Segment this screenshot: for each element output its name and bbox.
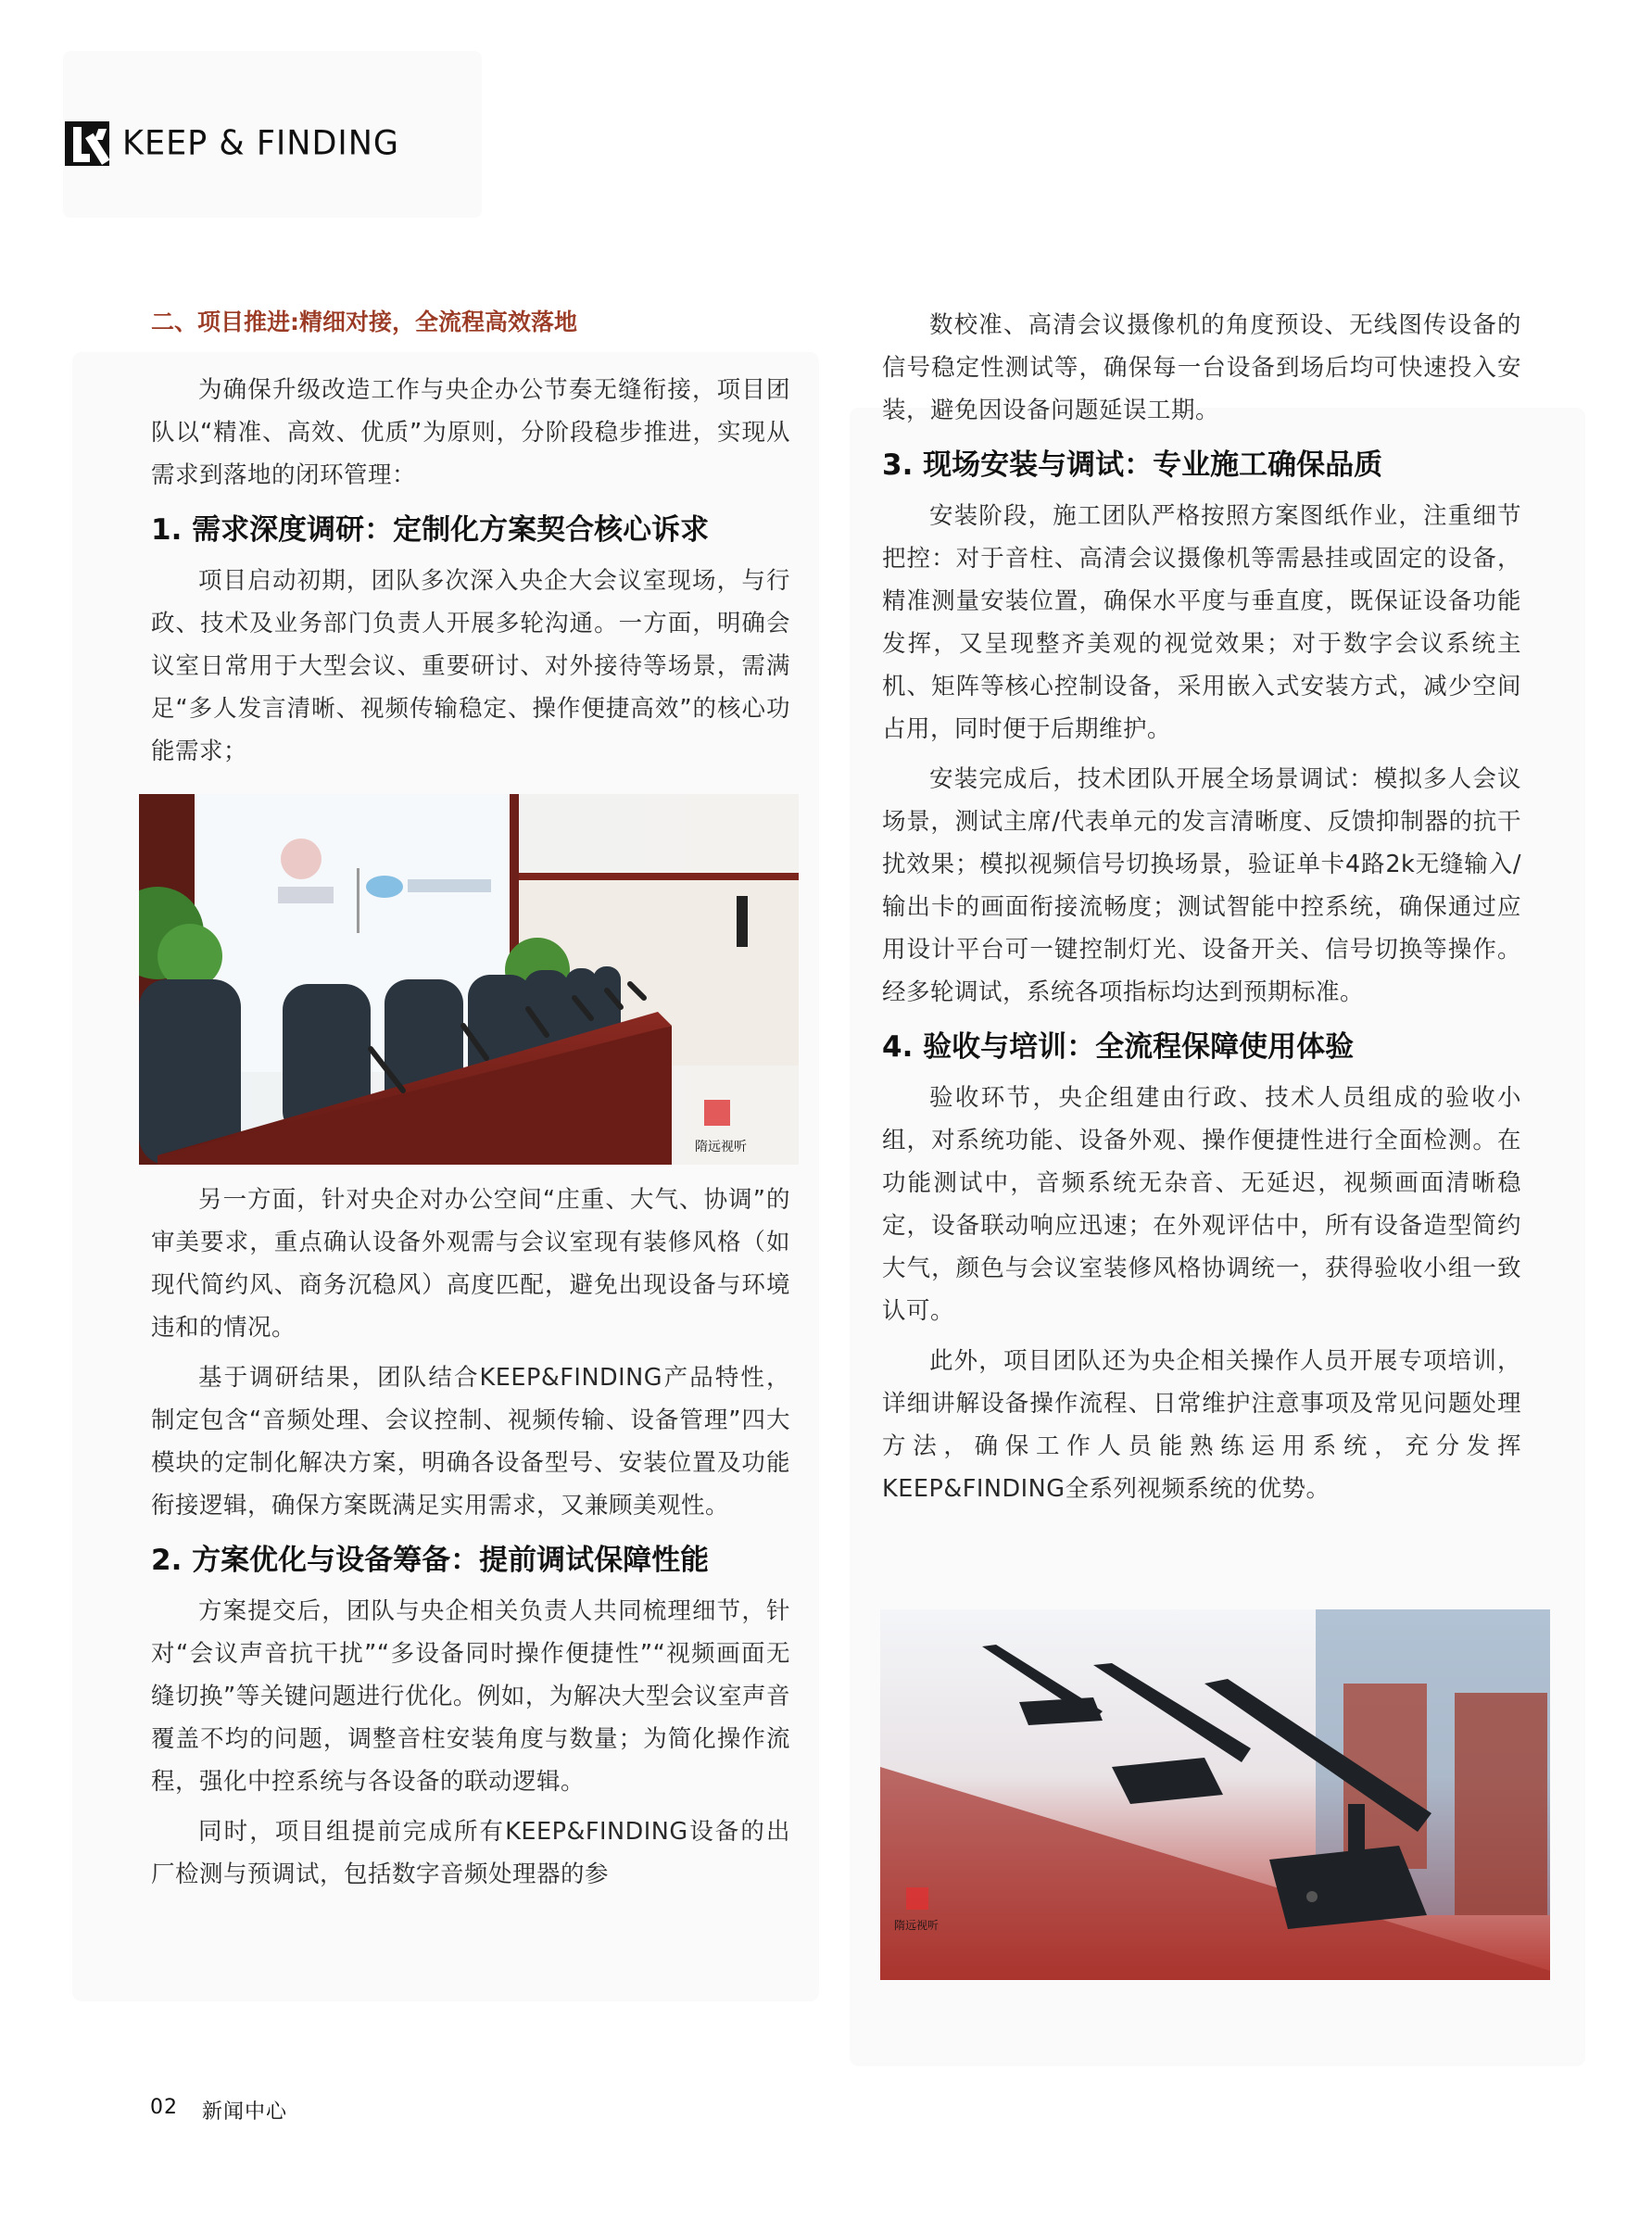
- step3-title: 3. 现场安装与调试：专业施工确保品质: [882, 448, 1383, 482]
- brand-name: KEEP & FINDING: [122, 124, 400, 163]
- conference-room-illustration: [139, 794, 799, 1165]
- step2-paragraph-2: 同时，项目组提前完成所有KEEP&FINDING设备的出厂检测与预调试，包括数字音频处理器的参: [151, 1818, 790, 1888]
- microphone-photo: [880, 1609, 1550, 1980]
- right-column: [882, 304, 1521, 1518]
- step1-paragraph-3: 基于调研结果，团队结合KEEP&FINDING产品特性，制定包含“音频处理、会议控制、视频传输、设备管理”四大模块的定制化解决方案，明确各设备型号、安装位置及功能衔接逻辑，确保方案既满足实用需求，又兼顾美观性。: [151, 1364, 790, 1520]
- step1-paragraph-2: 另一方面，针对央企对办公空间“庄重、大气、协调”的审美要求，重点确认设备外观需与会议室现有装修风格（如现代简约风、商务沉稳风）高度匹配，避免出现设备与环境违和的情况。: [151, 1186, 790, 1342]
- step3-paragraph-1: 安装阶段，施工团队严格按照方案图纸作业，注重细节把控：对于音柱、高清会议摄像机等需悬挂或固定的设备，精准测量安装位置，确保水平度与垂直度，既保证设备功能发挥，又呈现整齐美观的视觉效果；对于数字会议系统主机、矩阵等核心控制设备，采用嵌入式安装方式，减少空间占用，同时便于后期维护。: [882, 502, 1521, 743]
- step4-title: 4. 验收与培训：全流程保障使用体验: [882, 1030, 1355, 1064]
- page-footer: [150, 2096, 287, 2125]
- intro-paragraph: 为确保升级改造工作与央企办公节奏无缝衔接，项目团队以“精准、高效、优质”为原则，分阶段稳步推进，实现从需求到落地的闭环管理：: [151, 376, 790, 489]
- step3-paragraph-2: 安装完成后，技术团队开展全场景调试：模拟多人会议场景，测试主席/代表单元的发言清晰度、反馈抑制器的抗干扰效果；模拟视频信号切换场景，验证单卡4路2k无缝输入/输出卡的画面衔接流畅度；测试智能中控系统，确保通过应用设计平台可一键控制灯光、设备开关、信号切换等操作。经多轮调试，系统各项指标均达到预期标准。: [882, 765, 1521, 1006]
- step1-title: 1. 需求深度调研：定制化方案契合核心诉求: [151, 513, 710, 547]
- step2-title: 2. 方案优化与设备筹备：提前调试保障性能: [151, 1544, 710, 1577]
- conference-room-photo: [139, 794, 799, 1165]
- svg-text:隋远视听: 隋远视听: [894, 1919, 939, 1932]
- footer-section-name: 新闻中心: [202, 2100, 288, 2124]
- section-title: 二、项目推进:精细对接，全流程高效落地: [151, 309, 577, 335]
- brand-logo: [65, 121, 399, 166]
- page-number: 02: [150, 2096, 178, 2119]
- step4-paragraph-1: 验收环节，央企组建由行政、技术人员组成的验收小组，对系统功能、设备外观、操作便捷性进行全面检测。在功能测试中，音频系统无杂音、无延迟，视频画面清晰稳定，设备联动响应迅速；在外观评估中，所有设备造型简约大气，颜色与会议室装修风格协调统一，获得验收小组一致认可。: [882, 1084, 1521, 1325]
- kf-logo-icon: [65, 121, 109, 166]
- step2-paragraph-1: 方案提交后，团队与央企相关负责人共同梳理细节，针对“会议声音抗干扰”“多设备同时操作便捷性”“视频画面无缝切换”等关键问题进行优化。例如，为解决大型会议室声音覆盖不均的问题，调整音柱安装角度与数量；为简化操作流程，强化中控系统与各设备的联动逻辑。: [151, 1597, 790, 1796]
- step1-paragraph-1: 项目启动初期，团队多次深入央企大会议室现场，与行政、技术及业务部门负责人开展多轮沟通。一方面，明确会议室日常用于大型会议、重要研讨、对外接待等场景，需满足“多人发言清晰、视频传输稳定、操作便捷高效”的核心功能需求；: [151, 567, 790, 765]
- svg-text:隋远视听: 隋远视听: [695, 1140, 747, 1154]
- microphone-illustration: [880, 1609, 1550, 1980]
- step4-paragraph-2: 此外，项目团队还为央企相关操作人员开展专项培训，详细讲解设备操作流程、日常维护注意事项及常见问题处理方法，确保工作人员能熟练运用系统，充分发挥KEEP&FINDING全系列视频系统的优势。: [882, 1347, 1521, 1503]
- continued-paragraph: 数校准、高清会议摄像机的角度预设、无线图传设备的信号稳定性测试等，确保每一台设备到场后均可快速投入安装，避免因设备问题延误工期。: [882, 311, 1521, 424]
